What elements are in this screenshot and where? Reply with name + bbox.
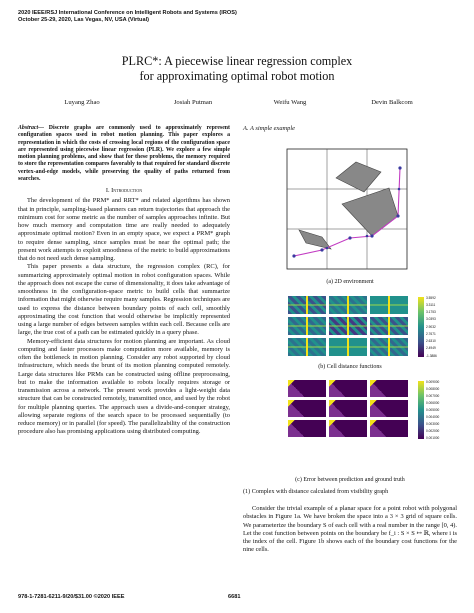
figure-1-caption: (1) Complex with distance calculated from visibility graph <box>243 488 389 495</box>
footer-page-number: 6681 <box>228 594 241 600</box>
heatmap-cell <box>329 338 367 356</box>
heatmap-cell <box>288 420 326 437</box>
colorbar-tick-label: 0.006000 <box>426 400 440 405</box>
heatmap-cell <box>329 380 367 397</box>
colorbar-tick-label: 0.004000 <box>426 414 440 419</box>
abstract-label: Abstract <box>18 125 39 131</box>
author-1: Luyang Zhao <box>64 99 100 106</box>
right-column-text <box>243 505 457 555</box>
caption-a: (a) 2D environment <box>326 279 374 285</box>
colorbar-tick-label: 0.002000 <box>426 428 440 433</box>
colorbar-tick-label: 0.009000 <box>426 379 440 384</box>
caption-b: (b) Cell distance functions <box>318 364 382 370</box>
heatmap-cell <box>329 296 367 314</box>
title-line-1: PLRC*: A piecewise linear regression complex <box>121 54 353 68</box>
author-4: Devin Balkcom <box>371 99 413 106</box>
intro-paragraph-3: Memory-efficient data structures for motion planning are important. As cloud computing and faster processors make computation more available, memory is often the bottleneck in motion planning. Consider any robot supported by cloud infrastructure, which needs the brunt of its motion planning computed remotely. Large data structures like PRMs can be constructed using offline preprocessing, but to make the information available to robots locally requires storage or transmission across a network. The present work provides a light-weight data structure that can be constructed remotely, transmitted once, and used by the robot for multiple planning queries. The approach uses a divide-and-conquer strategy, allowing separate regions of the search space to be processed sequentially (to reduce memory) or in parallel (for speed). The parallelizability of the construction procedure also has promising applications using distributed computing. <box>18 337 230 436</box>
intro-paragraph-1: The development of the PRM* and RRT* and related algorithms has shown that in principle, sampling-based planners can return trajectories that approach the minimum cost for some metric as the number of samples approaches infinite. But how much memory and computation time are really needed to adequately approximate optimal motion? Even in an empty space, we expect a PRM* graph to require dense sampling, since samples must be near the optimal path; the present work attempts to exploit smoothness of the metric to build approximations that do not need such dense sampling. <box>18 197 230 262</box>
colorbar-tick-label: 2.9032 <box>426 324 436 329</box>
heatmap-cell <box>288 296 326 314</box>
heatmap-cell <box>288 400 326 417</box>
colorbar-tick-label: -1.3886 <box>426 353 437 358</box>
heatmap-cell <box>288 338 326 356</box>
figure-cell-distance-functions <box>288 296 436 358</box>
subsection-heading <box>243 125 457 136</box>
colorbar-tick-label: 0.005000 <box>426 407 440 412</box>
heatmap-cell <box>370 420 408 437</box>
figure-2d-environment <box>286 148 408 270</box>
colorbar-b <box>418 297 424 357</box>
section-heading-introduction: I. Introduction <box>105 187 143 194</box>
heatmap-cell <box>329 400 367 417</box>
colorbar-tick-label: 3.3111 <box>426 302 436 307</box>
colorbar-tick-label: 0.007000 <box>426 393 440 398</box>
left-column <box>18 125 230 437</box>
author-3: Weifu Wang <box>273 99 307 106</box>
colorbar-tick-label: 0.008000 <box>426 386 440 391</box>
heatmap-cell <box>288 317 326 335</box>
heatmap-cell <box>370 400 408 417</box>
author-2: Josiah Putman <box>173 99 213 106</box>
footer-isbn: 978-1-7281-6211-9/20/$31.00 ©2020 IEEE <box>18 594 125 600</box>
heatmap-cell <box>288 380 326 397</box>
colorbar-c <box>418 381 424 439</box>
abstract <box>18 125 230 183</box>
conference-header <box>18 10 237 24</box>
heatmap-cell <box>370 317 408 335</box>
colorbar-tick-label: 2.7671 <box>426 331 436 336</box>
heatmap-cell <box>370 380 408 397</box>
heatmap-cell <box>329 420 367 437</box>
paper-title <box>0 54 474 84</box>
colorbar-tick-label: 3.5592 <box>426 295 436 300</box>
heatmap-cell <box>370 338 408 356</box>
subsection-title: A. A simple example <box>243 125 295 132</box>
colorbar-tick-label: 2.6310 <box>426 339 436 343</box>
abstract-text: — Discrete graphs are commonly used to approximately represent configuration spaces used in robot motion planning. This paper explores a representation in which the costs of crossing local regions of the configuration space are represented using piecewise linear regression (PLR). We explore a few simple motion planning problems, and show that for these problems, the memory required to store the representation compares favorably to that required for standard discrete vertex-and-edge models, while preserving the quality of paths returned from searches. <box>18 125 230 182</box>
colorbar-tick-label: 3.1753 <box>426 310 436 314</box>
colorbar-tick-label: 3.0393 <box>426 317 436 322</box>
conference-line-1: 2020 IEEE/RSJ International Conference on Intelligent Robots and Systems (IROS) <box>18 10 237 16</box>
example-paragraph: Consider the trivial example of a planar space for a point robot with polygonal obstacles in Figure 1a. We have broken the space into a 3 × 3 grid of square cells. We parameterize the boundary S of each cell with a real number in the range [0, 4). Let the cost function between points on the boundary be f_i : S × S ↦ ℝ, where i is the index of the cell. Figure 1b shows each of the boundary cost functions for the nine cells. <box>243 505 457 554</box>
intro-paragraph-2: This paper presents a data structure, the regression complex (RC), for summarizing approximately optimal motion in robot configuration spaces. While the approach does not escape the curse of dimensionality, it does take advantage of smoothness in the configuration-space metric to build cells that summarize information that might otherwise require many samples. Regression techniques are used to express the distance between boundary points of each cell, smoothly approximating the cost function that would otherwise be implicitly represented using a large number of edges between samples within each cell. Because cells are large, the true cost of a path can be estimated quickly in a query phase. <box>18 263 230 337</box>
conference-line-2: October 25-29, 2020, Las Vegas, NV, USA (Virtual) <box>18 17 149 24</box>
colorbar-tick-label: 0.001000 <box>426 435 440 440</box>
heatmap-cell <box>370 296 408 314</box>
colorbar-tick-label: 0.003000 <box>426 421 440 426</box>
colorbar-tick-label: 2.4949 <box>426 346 436 351</box>
title-line-2: for approximating optimal robot motion <box>139 69 335 83</box>
caption-c: (c) Error between prediction and ground truth <box>295 477 405 483</box>
figure-error-heatmaps <box>288 380 433 440</box>
heatmap-cell <box>329 317 367 335</box>
